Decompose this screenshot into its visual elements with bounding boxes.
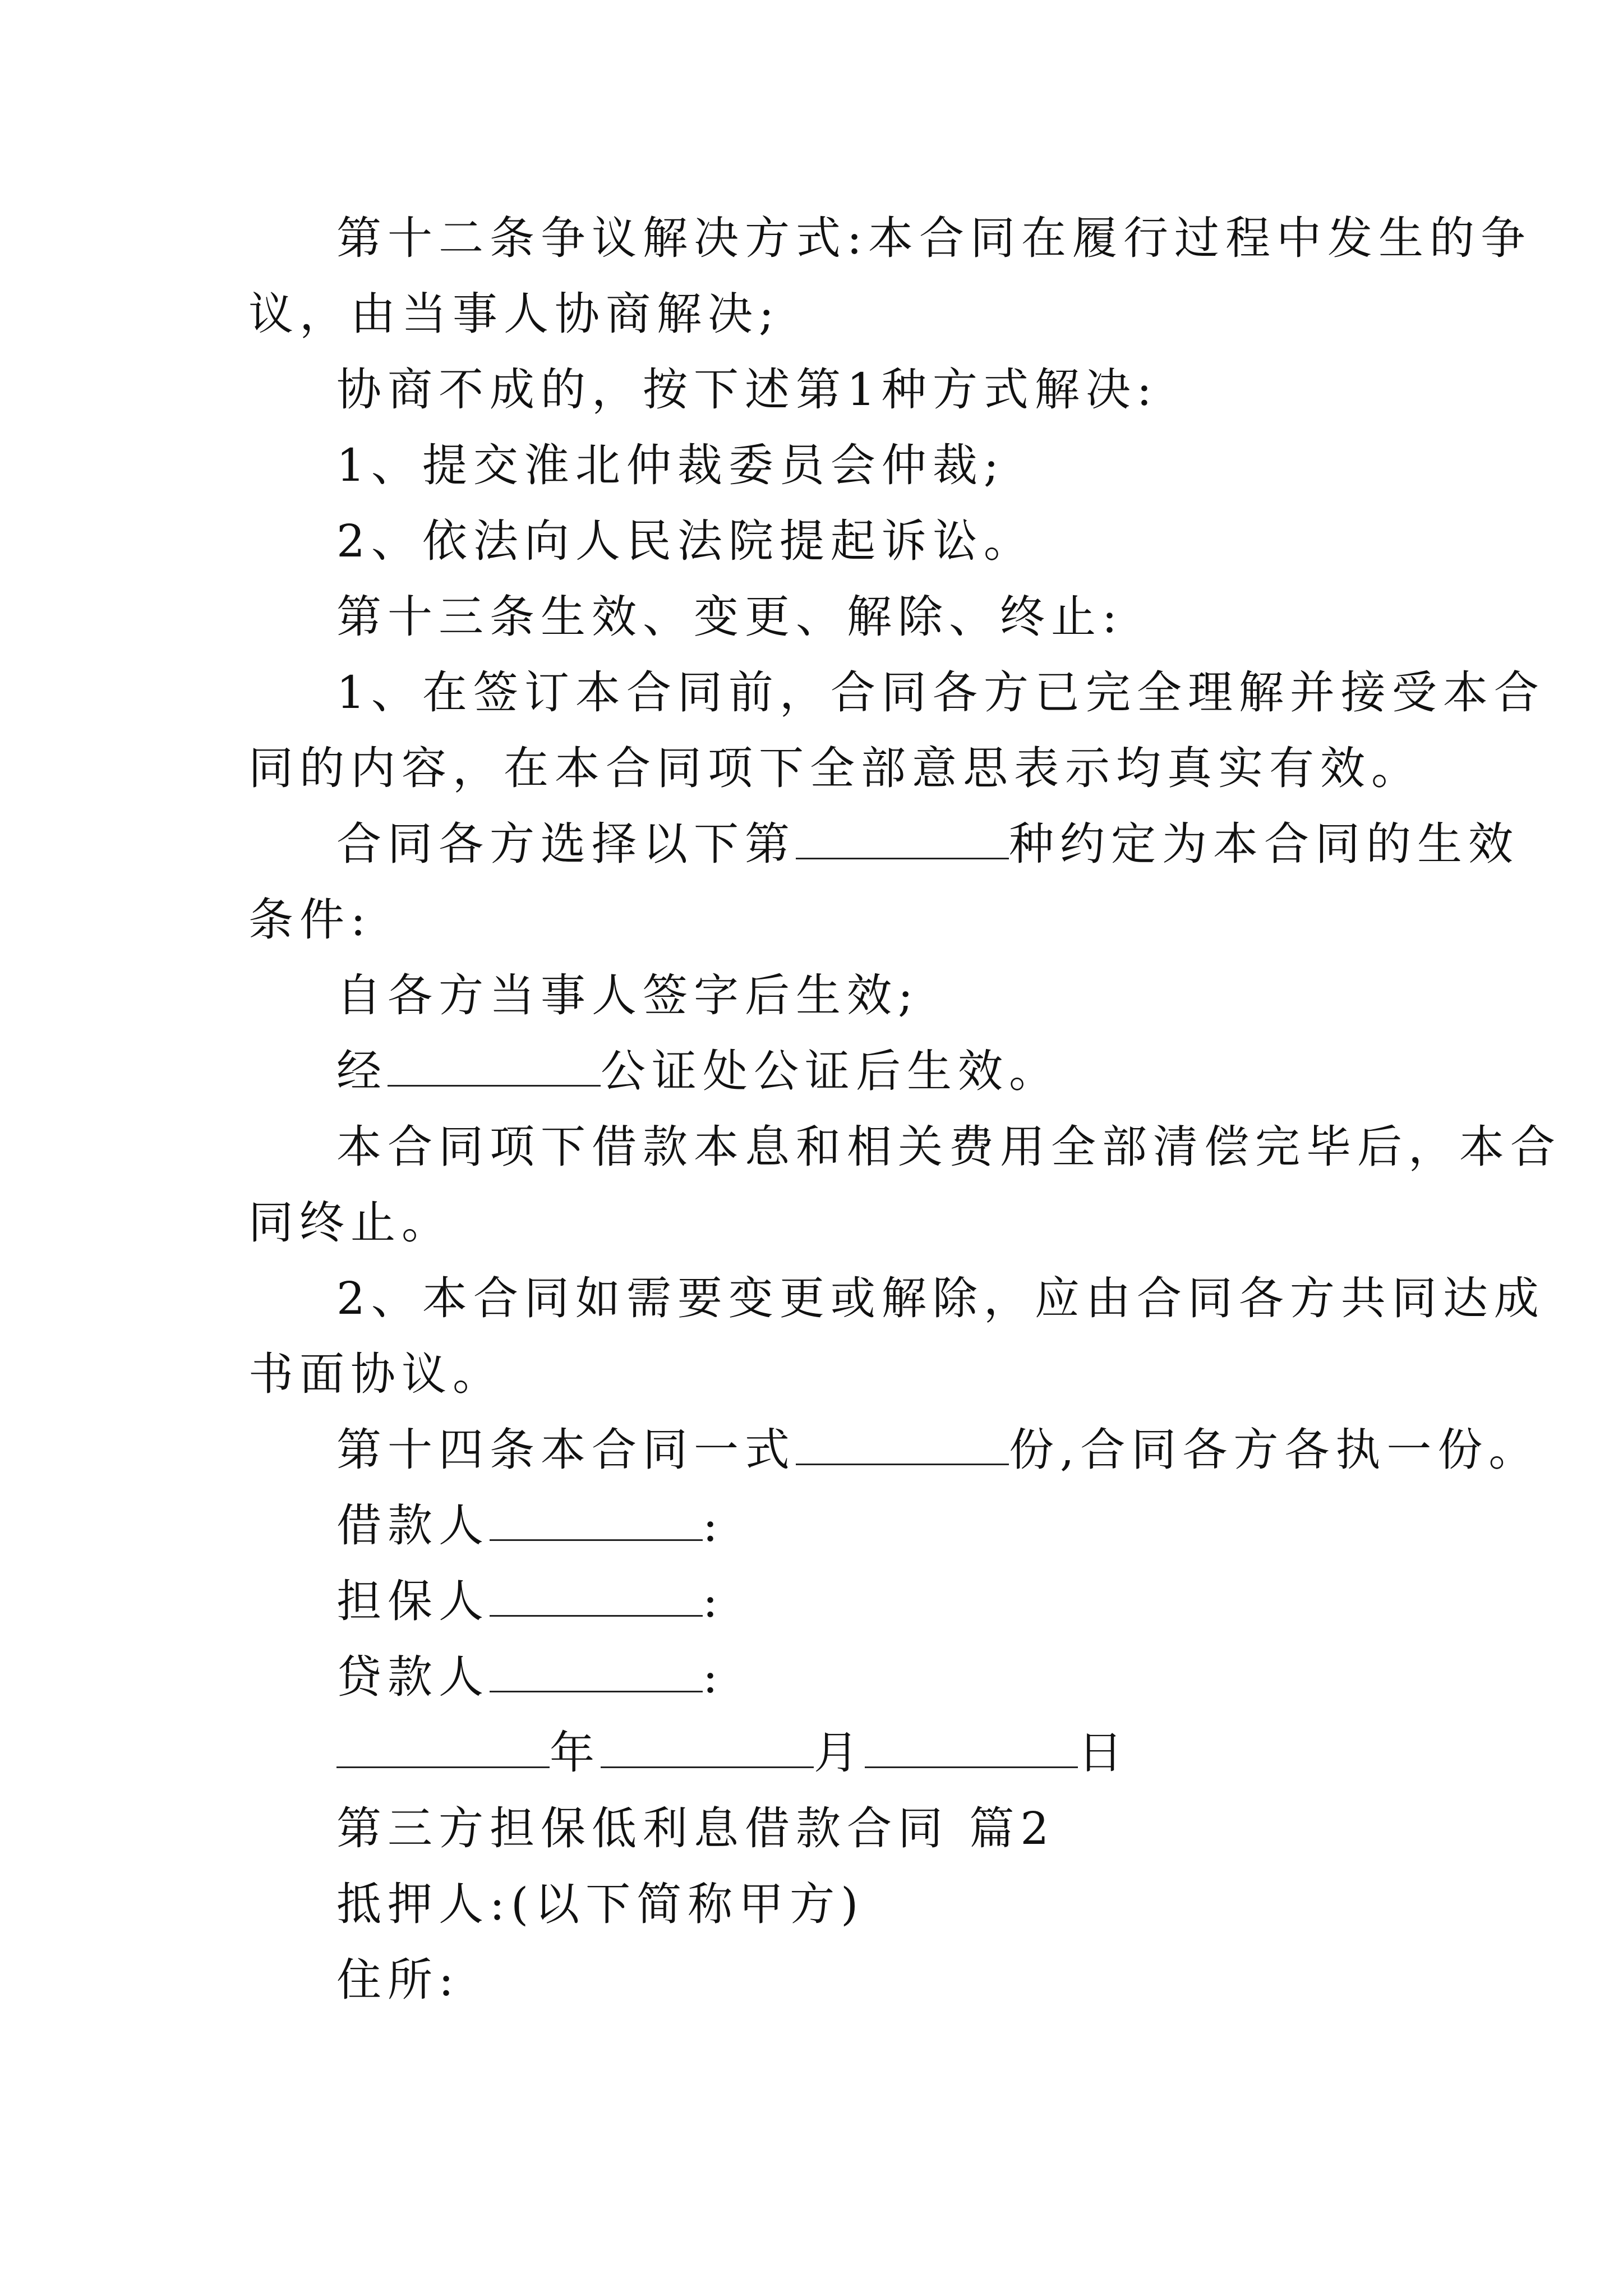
list-item-arbitration: 1、提交淮北仲裁委员会仲裁; [336, 439, 1005, 491]
copies-text-after: 份,合同各方各执一份。 [1009, 1424, 1540, 1476]
lender-label: 贷款人 [336, 1651, 490, 1703]
paragraph-article-12-line1: 第十二条争议解决方式:本合同在履行过程中发生的争 [336, 212, 1532, 264]
guarantor-colon: : [703, 1575, 724, 1627]
paragraph-effective-choice-line2: 条件: [248, 894, 372, 946]
paragraph-effective-choice-line1 [336, 816, 1519, 872]
year-label: 年 [550, 1727, 601, 1779]
effective-choice-text-before: 合同各方选择以下第 [336, 818, 796, 870]
paragraph-article-12-line2: 议，由当事人协商解决; [248, 288, 780, 340]
effective-choice-blank [796, 817, 1009, 859]
residence-line: 住所: [336, 1954, 460, 2006]
paragraph-amendment-line1: 2、本合同如需要变更或解除，应由合同各方共同达成 [336, 1272, 1545, 1324]
date-line [336, 1725, 1129, 1781]
borrower-blank [490, 1499, 703, 1541]
month-label: 月 [814, 1727, 865, 1779]
day-label: 日 [1078, 1727, 1129, 1779]
borrower-label: 借款人 [336, 1499, 490, 1552]
day-blank [865, 1726, 1078, 1768]
section-title: 第三方担保低利息借款合同 篇2 [336, 1802, 1055, 1855]
paragraph-amendment-line2: 书面协议。 [248, 1348, 504, 1400]
notary-text-before: 经 [336, 1045, 388, 1097]
list-item-litigation: 2、依法向人民法院提起诉讼。 [336, 515, 1035, 567]
paragraph-termination-line2: 同终止。 [248, 1197, 453, 1249]
signature-guarantor [336, 1573, 724, 1630]
signature-borrower [336, 1498, 724, 1554]
effective-choice-text-after: 种约定为本合同的生效 [1009, 818, 1519, 870]
month-blank [601, 1726, 814, 1768]
paragraph-signature-effective: 自各方当事人签字后生效; [336, 969, 919, 1022]
paragraph-notary-effective [336, 1043, 1060, 1099]
notary-blank [388, 1045, 601, 1087]
paragraph-negotiation-failed: 协商不成的，按下述第1种方式解决: [336, 364, 1158, 416]
paragraph-understanding-line1: 1、在签订本合同前，合同各方已完全理解并接受本合 [336, 666, 1545, 719]
lender-colon: : [703, 1651, 724, 1703]
paragraph-article-14 [336, 1422, 1539, 1478]
mortgagor-line: 抵押人:(以下简称甲方) [336, 1878, 865, 1930]
paragraph-understanding-line2: 同的内容，在本合同项下全部意思表示均真实有效。 [248, 742, 1422, 794]
year-blank [336, 1726, 550, 1768]
guarantor-blank [490, 1575, 703, 1617]
guarantor-label: 担保人 [336, 1575, 490, 1627]
signature-lender [336, 1649, 724, 1705]
paragraph-termination-line1: 本合同项下借款本息和相关费用全部清偿完毕后，本合 [336, 1121, 1561, 1173]
notary-text-after: 公证处公证后生效。 [601, 1045, 1060, 1097]
paragraph-article-13-heading: 第十三条生效、变更、解除、终止: [336, 591, 1123, 643]
borrower-colon: : [703, 1499, 724, 1552]
copies-text-before: 第十四条本合同一式 [336, 1424, 796, 1476]
lender-blank [490, 1650, 703, 1692]
copies-blank [796, 1423, 1009, 1465]
